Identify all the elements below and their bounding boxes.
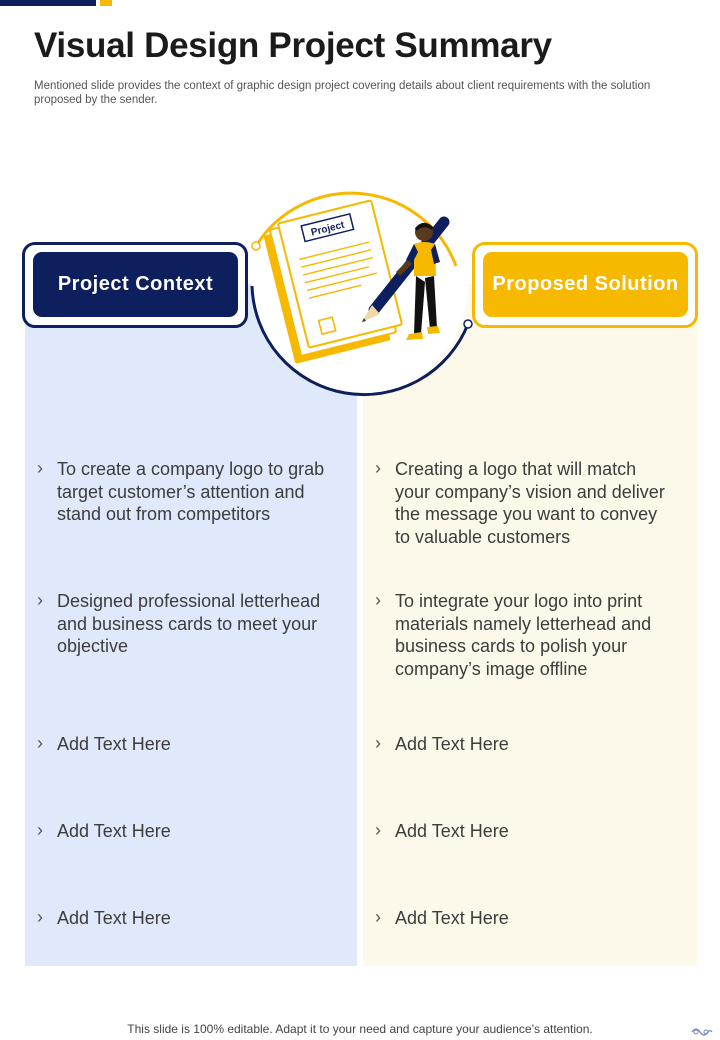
- list-item-text: Add Text Here: [395, 908, 509, 928]
- list-item-text: To integrate your logo into print materials namely letterhead and business cards to polish your company’s image offline: [395, 591, 652, 679]
- project-illustration: [238, 164, 482, 408]
- top-accent-bar-navy: [0, 0, 96, 6]
- chevron-right-icon: ›: [375, 458, 381, 478]
- brand-logo-icon: [690, 1026, 714, 1038]
- list-item-text: Add Text Here: [57, 821, 171, 841]
- list-item-text: Designed professional letterhead and business cards to meet your objective: [57, 591, 321, 656]
- list-item-text: Creating a logo that will match your company’s vision and deliver the message you want to convey to valuable customers: [395, 459, 665, 547]
- page-title: Visual Design Project Summary: [34, 26, 552, 65]
- list-item: [37, 907, 337, 930]
- list-item: [375, 733, 675, 756]
- chevron-right-icon: ›: [375, 907, 381, 927]
- chevron-right-icon: ›: [37, 733, 43, 753]
- page-subtitle: Mentioned slide provides the context of graphic design project covering details about client requirements with the solution proposed by the sender.: [34, 80, 651, 106]
- chevron-right-icon: ›: [37, 820, 43, 840]
- footer-note: This slide is 100% editable. Adapt it to your need and capture your audience’s attention.: [127, 1022, 593, 1036]
- top-accent-bar-gold: [100, 0, 112, 6]
- list-item: [375, 907, 675, 930]
- chevron-right-icon: ›: [375, 820, 381, 840]
- list-item-text: Add Text Here: [395, 821, 509, 841]
- chevron-right-icon: ›: [37, 590, 43, 610]
- list-item: [375, 458, 675, 548]
- chevron-right-icon: ›: [375, 733, 381, 753]
- list-item-text: Add Text Here: [395, 734, 509, 754]
- project-context-heading: Project Context: [33, 252, 238, 317]
- list-item: [375, 820, 675, 843]
- chevron-right-icon: ›: [375, 590, 381, 610]
- list-item-text: Add Text Here: [57, 734, 171, 754]
- chevron-right-icon: ›: [37, 458, 43, 478]
- list-item: [37, 820, 337, 843]
- list-item: [37, 733, 337, 756]
- document-label: Project: [310, 219, 346, 239]
- chevron-right-icon: ›: [37, 907, 43, 927]
- list-item-text: Add Text Here: [57, 908, 171, 928]
- list-item-text: To create a company logo to grab target customer’s attention and stand out from competitors: [57, 459, 325, 524]
- proposed-solution-heading: Proposed Solution: [483, 252, 688, 317]
- list-item: [375, 590, 675, 680]
- list-item: [37, 458, 337, 526]
- list-item: [37, 590, 337, 658]
